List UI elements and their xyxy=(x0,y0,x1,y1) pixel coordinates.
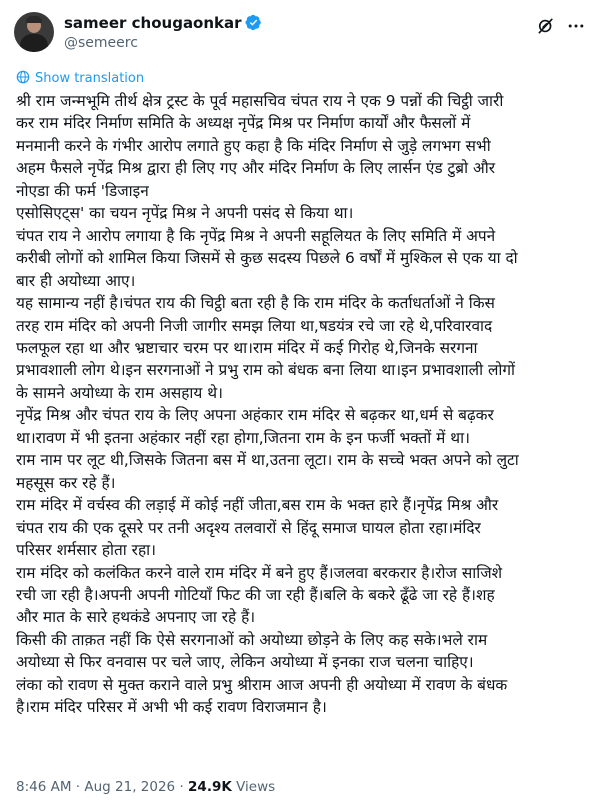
views-count: 24.9K xyxy=(188,779,232,795)
grok-icon[interactable] xyxy=(536,16,556,36)
author-name-row[interactable] xyxy=(64,14,262,32)
globe-icon xyxy=(16,70,30,84)
views-label: Views xyxy=(231,779,276,795)
avatar[interactable] xyxy=(14,12,54,52)
tweet-header xyxy=(14,12,582,60)
tweet-time[interactable]: 8:46 AM xyxy=(16,779,72,795)
separator: · xyxy=(175,779,189,795)
author-handle[interactable]: @semeerc xyxy=(64,35,138,51)
separator: · xyxy=(71,779,85,795)
more-options-icon[interactable] xyxy=(566,16,586,36)
show-translation-label[interactable]: Show translation xyxy=(35,71,145,86)
tweet-text: श्री राम जन्मभूमि तीर्थ क्षेत्र ट्रस्ट के पूर्व महासचिव चंपत राय ने एक 9 पन्नों की चिट्ठी जारी कर राम मंदिर निर्माण समिति के अध्यक्ष नृपेंद्र मिश्र पर निर्माण कार्यों और फैसलों में मनमानी करने के गंभीर आरोप लगाते हुए कहा है कि मंदिर निर्माण से जुड़े लगभग सभी अहम फैसले नृपेंद्र मिश्र द्वारा ही लिए गए और मंदिर निर्माण के लिए लार्सन एंड टुब्रो और नोएडा की फर्म 'डिजाइन एसोसिएट्स' का चयन नृपेंद्र मिश्र ने अपनी पसंद से किया था। चंपत राय ने आरोप लगाया है कि नृपेंद्र मिश्र ने अपनी सहूलियत के लिए समिति में अपने करीबी लोगों को शामिल किया जिसमें से कुछ सदस्य पिछले 6 वर्षों में मुश्किल से एक या दो बार ही अयोध्या आए। यह सामान्य नहीं है।चंपत राय की चिट्ठी बता रही है कि राम मंदिर के कर्ताधर्ताओं ने किस तरह राम मंदिर को अपनी निजी जागीर समझ लिया था,षडयंत्र रचे जा रहे थे,परिवारवाद फलफूल रहा था और भ्रष्टाचार चरम पर था।राम मंदिर में कई गिरोह थे,जिनके सरगना प्रभावशाली लोग थे।इन सरगनाओं ने प्रभु राम को बंधक बना लिया था।इन प्रभावशाली लोगों के सामने अयोध्या के राम असहाय थे। नृपेंद्र मिश्र और चंपत राय के लिए अपना अहंकार राम मंदिर से बढ़कर था,धर्म से बढ़कर था।रावण में भी इतना अहंकार नहीं रहा होगा,जितना राम के इन फर्जी भक्तों में था। राम नाम पर लूट थी,जिसके जितना बस में था,उतना लूटा। राम के सच्चे भक्त अपने को लुटा महसूस कर रहे हैं। राम मंदिर में वर्चस्व की लड़ाई में कोई नहीं जीता,बस राम के भक्त हारे हैं।नृपेंद्र मिश्र और चंपत राय की एक दूसरे पर तनी अदृश्य तलवारों से हिंदू समाज घायल होता रहा।मंदिर परिसर शर्मसार होता रहा। राम मंदिर को कलंकित करने वाले राम मंदिर में बने हुए हैं।जलवा बरकरार है।रोज साजिशे रची जा रही है।अपनी अपनी गोटियाँ फिट की जा रही हैं।बलि के बकरे ढूँढे जा रहे हैं।शह और मात के सारे हथकंडे अपनाए जा रहे हैं। किसी की ताक़त नहीं कि ऐसे सरगनाओं को अयोध्या छोड़ने के लिए कह सके।भले राम अयोध्या से फिर वनवास पर चले जाए, लेकिन अयोध्या में इनका राज चलना चाहिए। लंका को रावण से मुक्त कराने वाले प्रभु श्रीराम आज अपनी ही अयोध्या में रावण के बंधक है।राम मंदिर परिसर में अभी भी कई रावण विराजमान है। xyxy=(16,92,519,717)
verified-badge-icon xyxy=(245,14,262,31)
show-translation-link[interactable] xyxy=(16,70,144,87)
tweet-date[interactable]: Aug 21, 2026 xyxy=(84,779,176,795)
author-name[interactable]: sameer chougaonkar xyxy=(64,14,242,32)
tweet-meta xyxy=(16,778,275,796)
